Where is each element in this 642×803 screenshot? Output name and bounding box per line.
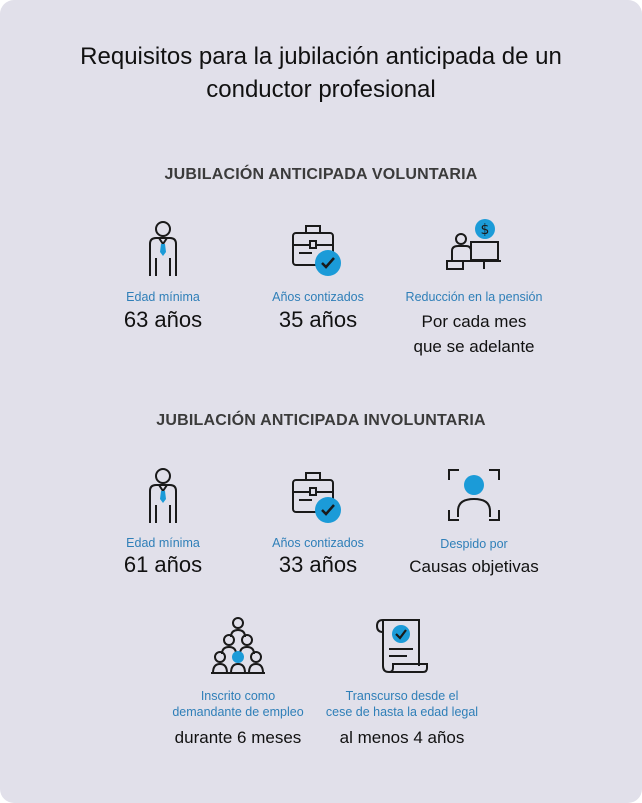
involuntary-contrib-item [238,462,398,582]
voluntary-reduction-item [378,215,570,365]
voluntary-reduction-label: Reducción en la pensión [405,290,543,304]
job-seeker-label-line2: demandante de empleo [172,705,304,719]
voluntary-reduction-value-line1: Por cada mes [421,312,527,331]
voluntary-contrib-value: 35 años [278,307,358,332]
elapsed-value: al menos 4 años [339,728,465,747]
briefcase-check-icon [290,223,346,279]
document-check-icon [375,614,429,676]
job-seeker-value: durante 6 meses [174,728,302,747]
page-title [0,40,642,106]
voluntary-contrib-label: Años contizados [272,290,364,304]
person-icon [146,220,180,278]
voluntary-age-label: Edad mínima [126,290,200,304]
involuntary-section-title: JUBILACIÓN ANTICIPADA INVOLUNTARIA [156,412,486,429]
title-line-2: conductor profesional [206,76,436,103]
elapsed-label-line1: Transcurso desde el [345,689,459,703]
svg-text:$: $ [480,222,490,238]
people-pyramid-icon [207,615,269,677]
voluntary-section-title: JUBILACIÓN ANTICIPADA VOLUNTARIA [164,166,478,183]
involuntary-age-label: Edad mínima [126,536,200,550]
job-seeker-label-line1: Inscrito como [200,689,276,703]
voluntary-reduction-value-line2: que se adelante [413,337,535,356]
involuntary-age-value: 61 años [123,552,203,577]
involuntary-contrib-label: Años contizados [272,536,364,550]
user-focus-icon [447,468,501,522]
voluntary-age-value: 63 años [123,307,203,332]
elapsed-item [318,612,486,752]
involuntary-age-item [83,462,243,582]
involuntary-dismissal-value: Causas objetivas [409,557,539,576]
involuntary-dismissal-item [378,462,570,582]
voluntary-contrib-item [238,215,398,335]
desk-worker-dollar-icon [444,217,504,273]
person-icon [146,467,180,525]
job-seeker-item [158,612,318,752]
briefcase-check-icon [290,470,346,526]
voluntary-age-item [83,215,243,335]
elapsed-label-line2: cese de hasta la edad legal [325,705,479,719]
involuntary-contrib-value: 33 años [278,552,358,577]
involuntary-dismissal-label: Despido por [440,537,508,551]
title-line-1: Requisitos para la jubilación anticipada de un [80,43,562,70]
